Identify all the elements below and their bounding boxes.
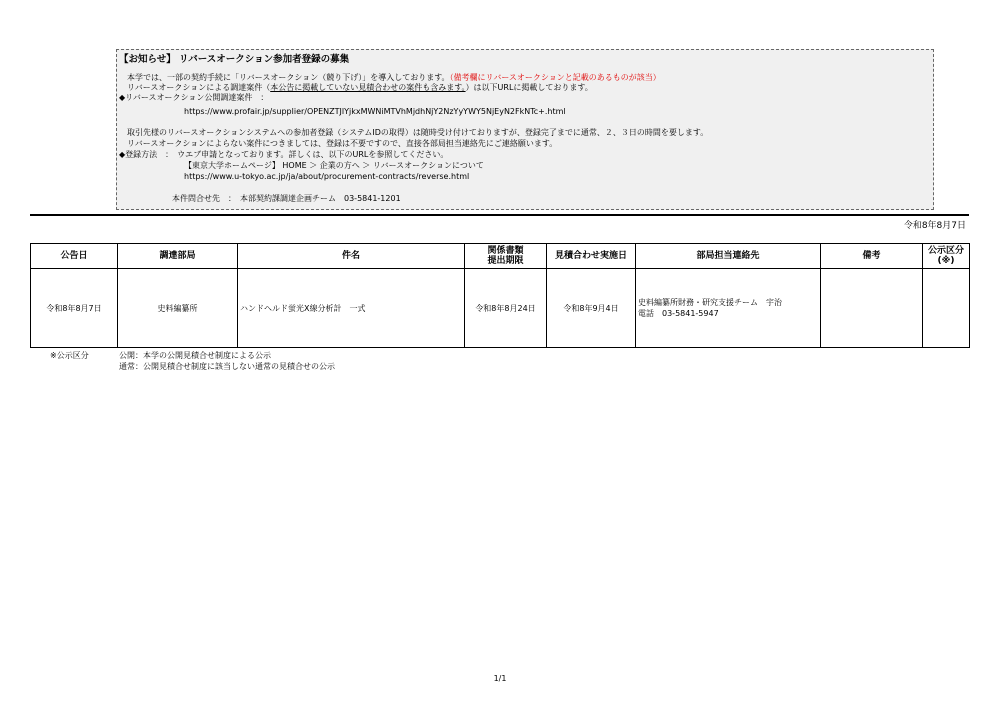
public-procurement-url[interactable]: https://www.profair.jp/supplier/OPENZTJlYjkxMWNiMTVhMjdhNjY2NzYyYWY5NjEyN2FkNTc+.html [184, 107, 566, 116]
notice-intro-text: 本学では、一部の契約手続に「リバースオークション（競り下げ）」を導入しております。 [127, 73, 450, 82]
registration-url[interactable]: https://www.u-tokyo.ac.jp/ja/about/procurement-contracts/reverse.html [184, 172, 470, 181]
divider-line [30, 214, 969, 216]
notice-box [116, 49, 934, 210]
cell-contact-phone: 電話 03-5841-5947 [638, 309, 719, 318]
header-department: 調達部局 [118, 244, 238, 269]
cell-department: 史料編纂所 [118, 269, 238, 348]
header-doc-deadline-line2: 提出期限 [487, 256, 524, 266]
header-doc-deadline-line1: 関係書類 [487, 246, 524, 256]
notice-line2-text-a: リバースオークションによる調達案件（ [127, 83, 271, 92]
header-contact: 部局担当連絡先 [636, 244, 821, 269]
notice-line2-text-b: ）は以下URLに掲載しております。 [465, 83, 593, 92]
public-procurement-label: ◆リバースオークション公開調達案件 ： [119, 93, 269, 102]
cell-quote-date: 令和8年9月4日 [547, 269, 636, 348]
issue-date: 令和8年8月7日 [903, 221, 966, 231]
notice-line2 [127, 83, 593, 93]
header-quote-date: 見積合わせ実施日 [547, 244, 636, 269]
header-subject: 件名 [238, 244, 465, 269]
header-remarks: 備考 [821, 244, 923, 269]
notice-line2-underline: 本公告に掲載していない見積合わせの案件も含みます。 [270, 83, 466, 92]
cell-remarks [821, 269, 923, 348]
cell-contact-team: 史料編纂所財務・研究支援チーム 宇治 [638, 298, 782, 307]
cell-doc-deadline: 令和8年8月24日 [465, 269, 547, 348]
header-category-line2: (※) [937, 256, 955, 266]
header-doc-deadline [465, 244, 547, 269]
notice-title: 【お知らせ】 リバースオークション参加者登録の募集 [119, 54, 350, 65]
page-number: 1/1 [493, 674, 507, 683]
procurement-table [30, 243, 970, 348]
notice-intro-highlight: （備考欄にリバースオークションと記載のあるものが該当） [449, 73, 661, 82]
notice-contact: 本件問合せ先 ： 本部契約課調達企画チーム 03-5841-1201 [172, 194, 401, 203]
registration-text-1: 取引先様のリバースオークションシステムへの参加者登録（システムIDの取得）は随時受け付けておりますが、登録完了までに通常、２、３日の時間を要します。 [127, 128, 709, 137]
cell-subject: ハンドヘルド蛍光X線分析計 一式 [238, 269, 465, 348]
header-announce-date: 公告日 [31, 244, 118, 269]
table-header-row [31, 244, 970, 269]
cell-announce-date: 令和8年8月7日 [31, 269, 118, 348]
footnote-normal: 通常：公開見積合せ制度に該当しない通常の見積合せの公示 [119, 362, 335, 371]
header-category-line1: 公示区分 [927, 246, 964, 256]
table-row [31, 269, 970, 348]
footnote-public: 公開：本学の公開見積合せ制度による公示 [119, 351, 271, 360]
registration-text-2: リバースオークションによらない案件につきましては、登録は不要ですので、直接各部局担当連絡先にご連絡願います。 [127, 139, 558, 148]
header-category [923, 244, 970, 269]
cell-contact [636, 269, 821, 348]
cell-category [923, 269, 970, 348]
notice-intro [127, 73, 661, 83]
registration-method: ◆登録方法 ： ウエブ申請となっております。詳しくは、以下のURLを参照してください。 [119, 150, 449, 159]
footnote-label: ※公示区分 [50, 351, 89, 360]
registration-nav-path: 【東京大学ホームページ】 HOME ＞ 企業の方へ ＞ リバースオークションについて [184, 161, 484, 170]
